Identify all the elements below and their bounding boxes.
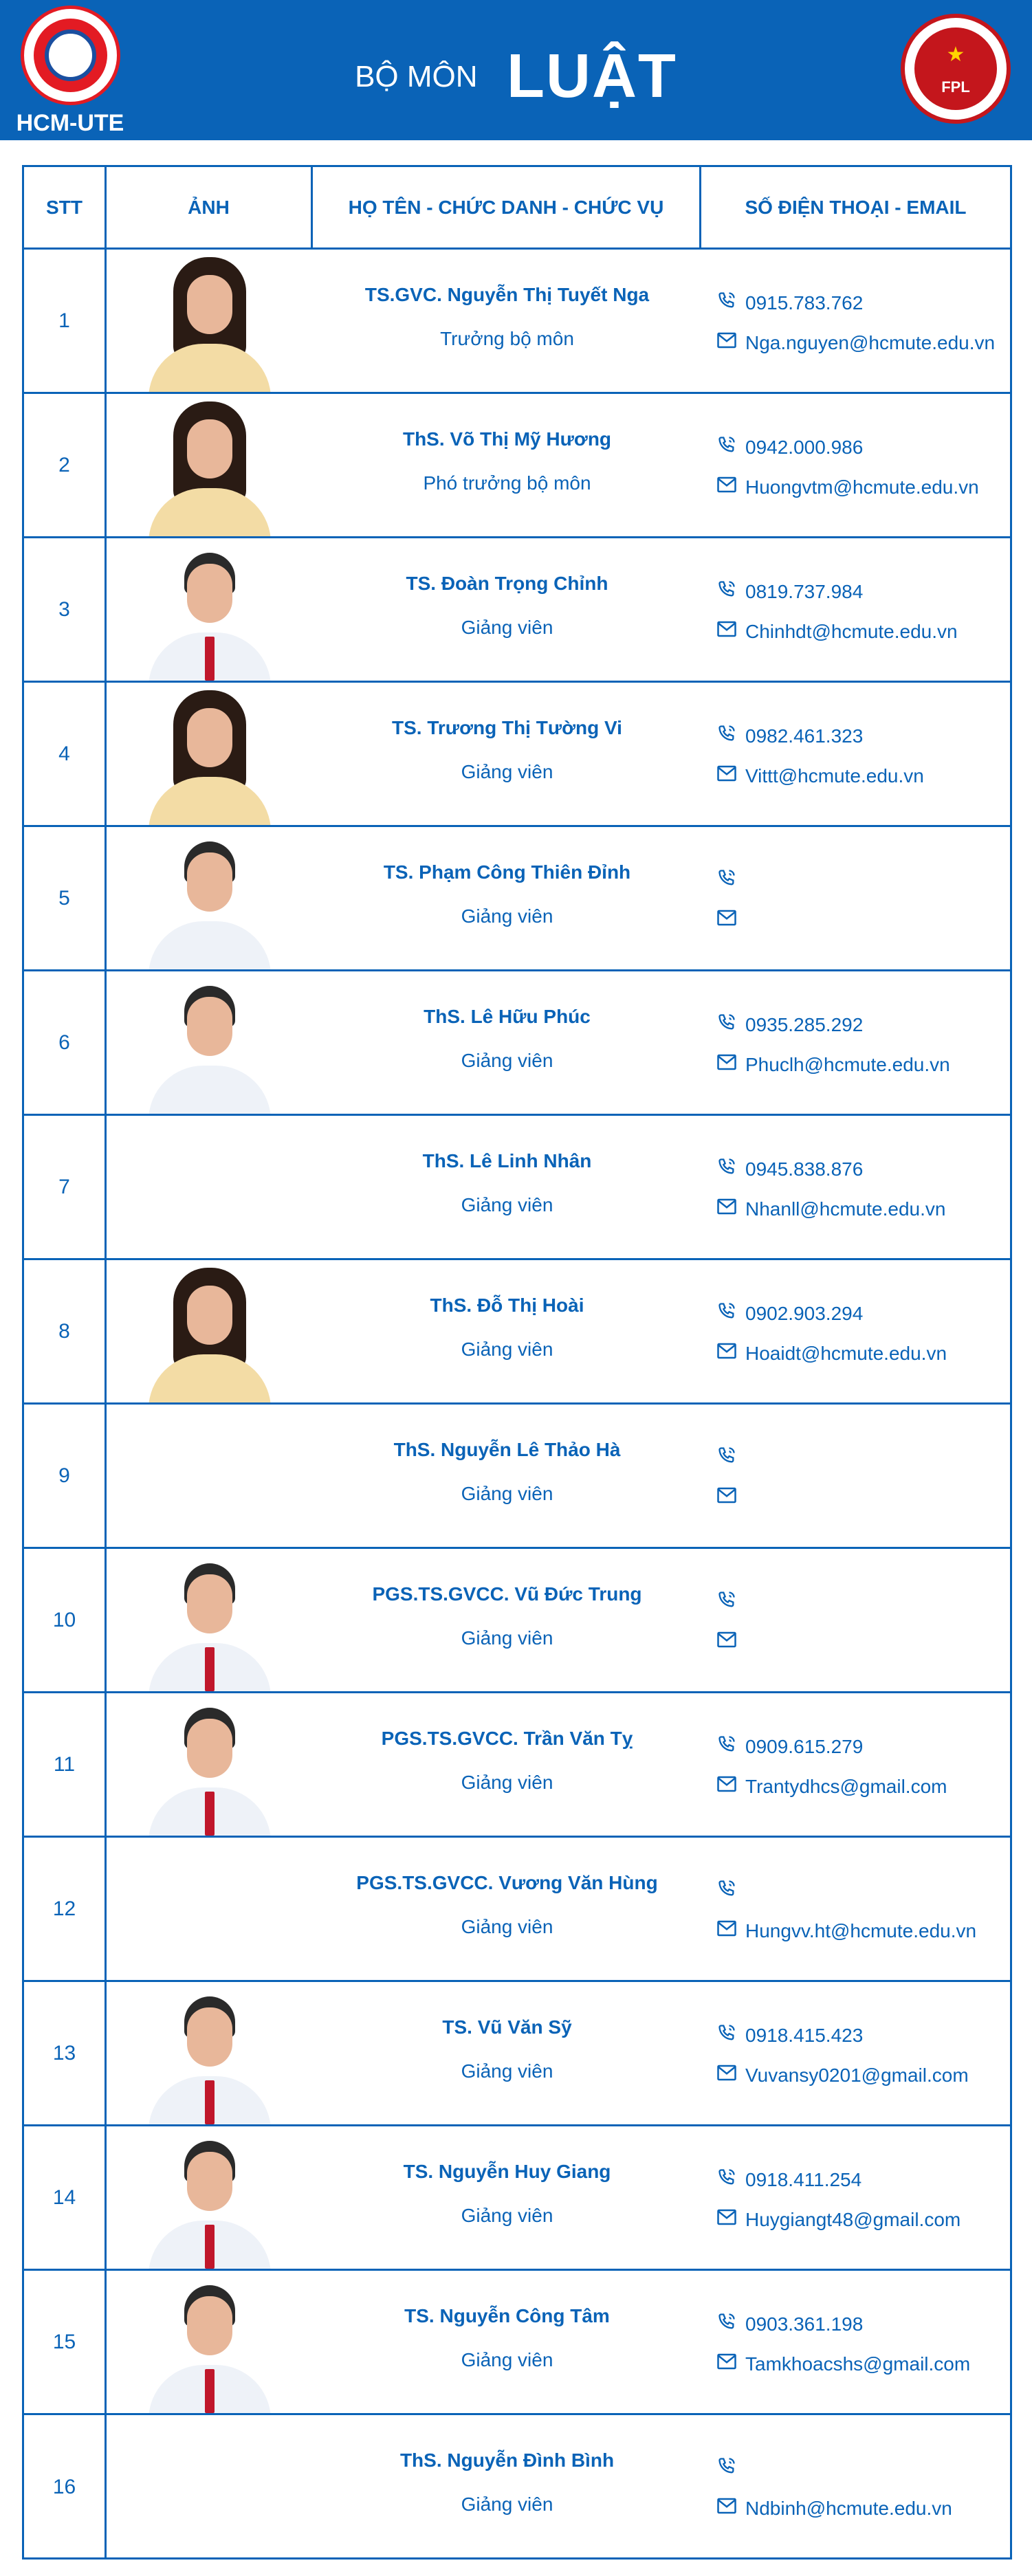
staff-photo	[144, 256, 275, 392]
staff-photo	[144, 2133, 275, 2269]
email-line	[716, 2352, 970, 2376]
photo-cell	[107, 1693, 313, 1836]
phone-line	[716, 2312, 863, 2336]
staff-role: Giảng viên	[461, 1772, 553, 1793]
contact-cell	[701, 2415, 1010, 2560]
phone-icon	[716, 2023, 745, 2047]
fpl-emblem	[914, 27, 997, 110]
phone-number[interactable]: 0819.737.984	[745, 580, 864, 602]
staff-photo	[144, 544, 275, 681]
phone-icon	[716, 1301, 745, 1325]
header-photo: ẢNH	[107, 167, 313, 247]
phone-icon	[716, 291, 745, 315]
table-row	[24, 1982, 1010, 2126]
table-row	[24, 827, 1010, 971]
staff-role: Giảng viên	[461, 1483, 553, 1504]
photo-cell	[107, 1838, 313, 1980]
title-main: LUẬT	[506, 42, 677, 111]
mail-icon	[716, 1919, 745, 1943]
table-row	[24, 1260, 1010, 1405]
staff-name: TS. Nguyễn Huy Giang	[403, 2161, 611, 2182]
table-row	[24, 2126, 1010, 2271]
name-cell	[313, 683, 701, 825]
staff-photo	[144, 1555, 275, 1691]
phone-number[interactable]: 0945.838.876	[745, 1158, 864, 1180]
staff-role: Giảng viên	[461, 1916, 553, 1937]
hcmute-wordmark: HCM-UTE	[16, 110, 124, 136]
staff-role: Trưởng bộ môn	[440, 328, 574, 349]
mail-icon	[716, 1197, 745, 1221]
phone-icon	[716, 868, 745, 892]
staff-photo	[144, 400, 275, 536]
contact-cell	[701, 2271, 1010, 2413]
photo-cell	[107, 1260, 313, 1402]
photo-cell	[107, 1549, 313, 1691]
phone-line	[716, 1301, 863, 1325]
stt-cell: 9	[24, 1405, 107, 1547]
table-row	[24, 1116, 1010, 1260]
mail-icon	[716, 1774, 745, 1798]
name-cell	[313, 827, 701, 969]
photo-cell	[107, 827, 313, 969]
email-address[interactable]: Vuvansy0201@gmail.com	[745, 2064, 969, 2086]
mail-icon	[716, 2352, 745, 2376]
email-line	[716, 1774, 947, 1798]
phone-number[interactable]: 0903.361.198	[745, 2313, 864, 2335]
page-header	[0, 0, 1032, 140]
phone-icon	[716, 2168, 745, 2192]
staff-name: TS. Vũ Văn Sỹ	[442, 2016, 572, 2038]
phone-number[interactable]: 0915.783.762	[745, 291, 864, 313]
phone-icon	[716, 435, 745, 459]
staff-photo	[144, 1699, 275, 1836]
photo-cell	[107, 1982, 313, 2124]
name-cell	[313, 2415, 701, 2560]
fpl-logo	[901, 14, 1011, 124]
mail-icon	[716, 1341, 745, 1365]
stt-cell: 16	[24, 2415, 107, 2560]
phone-icon	[716, 1879, 745, 1903]
stt-cell: 11	[24, 1693, 107, 1836]
mail-icon	[716, 1053, 745, 1077]
staff-name: ThS. Nguyễn Đình Bình	[399, 2450, 615, 2471]
staff-name: ThS. Nguyễn Lê Thảo Hà	[393, 1439, 621, 1460]
table-row	[24, 250, 1010, 394]
photo-cell	[107, 394, 313, 536]
phone-line	[716, 724, 863, 748]
staff-name: ThS. Võ Thị Mỹ Hương	[402, 428, 612, 450]
staff-role: Giảng viên	[461, 1050, 553, 1071]
email-address[interactable]: Hungvv.ht@hcmute.edu.vn	[745, 1919, 977, 1941]
phone-number[interactable]: 0935.285.292	[745, 1013, 864, 1035]
name-cell	[313, 1982, 701, 2124]
mail-icon	[716, 331, 745, 355]
email-line	[716, 331, 995, 355]
name-cell	[313, 1405, 701, 1547]
phone-number[interactable]: 0902.903.294	[745, 1302, 864, 1324]
email-line	[716, 1053, 950, 1077]
phone-line	[716, 2023, 863, 2047]
table-row	[24, 2415, 1010, 2560]
contact-cell	[701, 1693, 1010, 1836]
contact-cell	[701, 1405, 1010, 1547]
phone-line	[716, 2168, 861, 2192]
photo-cell	[107, 1405, 313, 1547]
stt-cell: 13	[24, 1982, 107, 2124]
mail-icon	[716, 619, 745, 643]
email-line	[716, 2208, 960, 2232]
mail-icon	[716, 2208, 745, 2232]
email-line	[716, 1197, 945, 1221]
staff-role: Giảng viên	[461, 1194, 553, 1215]
staff-role: Giảng viên	[461, 617, 553, 638]
staff-name: PGS.TS.GVCC. Vũ Đức Trung	[372, 1583, 642, 1605]
staff-role: Giảng viên	[461, 2494, 553, 2515]
name-cell	[313, 250, 701, 392]
email-address[interactable]: Trantydhcs@gmail.com	[745, 1775, 947, 1797]
email-line	[716, 619, 958, 643]
staff-role: Giảng viên	[461, 2205, 553, 2226]
contact-cell	[701, 394, 1010, 536]
staff-name: ThS. Đỗ Thị Hoài	[430, 1295, 584, 1316]
phone-line	[716, 1590, 745, 1614]
email-address[interactable]: Chinhdt@hcmute.edu.vn	[745, 620, 958, 642]
photo-cell	[107, 971, 313, 1114]
staff-role: Giảng viên	[461, 761, 553, 782]
header-stt: STT	[24, 167, 107, 247]
name-cell	[313, 1116, 701, 1258]
staff-name: TS. Đoàn Trọng Chỉnh	[406, 573, 608, 594]
mail-icon	[716, 2063, 745, 2087]
contact-cell	[701, 1549, 1010, 1691]
phone-line	[716, 868, 745, 892]
mail-icon	[716, 1486, 745, 1510]
email-address[interactable]: Nga.nguyen@hcmute.edu.vn	[745, 331, 996, 353]
email-address[interactable]: Hoaidt@hcmute.edu.vn	[745, 1342, 947, 1364]
phone-line	[716, 1157, 863, 1181]
name-cell	[313, 538, 701, 681]
table-row	[24, 683, 1010, 827]
photo-cell	[107, 2126, 313, 2269]
email-address[interactable]: Tamkhoacshs@gmail.com	[745, 2353, 971, 2375]
stt-cell: 8	[24, 1260, 107, 1402]
email-line	[716, 1341, 947, 1365]
table-row	[24, 538, 1010, 683]
phone-line	[716, 291, 863, 315]
staff-photo	[144, 1988, 275, 2124]
table-row	[24, 1549, 1010, 1693]
staff-photo	[144, 833, 275, 969]
staff-photo	[144, 689, 275, 825]
staff-role: Giảng viên	[461, 1339, 553, 1360]
stt-cell: 14	[24, 2126, 107, 2269]
phone-number[interactable]: 0918.411.254	[745, 2168, 862, 2190]
staff-role: Giảng viên	[461, 1627, 553, 1649]
email-line	[716, 908, 745, 932]
mail-icon	[716, 475, 745, 499]
table-row	[24, 2271, 1010, 2415]
email-address[interactable]: Huongvtm@hcmute.edu.vn	[745, 476, 979, 498]
title-prefix: BỘ MÔN	[355, 59, 478, 93]
staff-role: Giảng viên	[461, 2060, 553, 2082]
email-line	[716, 2496, 952, 2520]
stt-cell: 15	[24, 2271, 107, 2413]
phone-number[interactable]: 0909.615.279	[745, 1735, 864, 1757]
name-cell	[313, 394, 701, 536]
phone-line	[716, 1735, 863, 1759]
staff-role: Giảng viên	[461, 2349, 553, 2370]
table-row	[24, 394, 1010, 538]
stt-cell: 4	[24, 683, 107, 825]
photo-cell	[107, 1116, 313, 1258]
stt-cell: 6	[24, 971, 107, 1114]
stt-cell: 1	[24, 250, 107, 392]
fpl-wordmark: FPL	[941, 78, 970, 96]
table-row	[24, 1838, 1010, 1982]
photo-cell	[107, 2271, 313, 2413]
phone-line	[716, 2456, 745, 2480]
staff-photo	[144, 978, 275, 1114]
contact-cell	[701, 827, 1010, 969]
phone-icon	[716, 580, 745, 604]
table-body	[24, 250, 1010, 2560]
phone-icon	[716, 2312, 745, 2336]
mail-icon	[716, 2496, 745, 2520]
name-cell	[313, 1260, 701, 1402]
mail-icon	[716, 1630, 745, 1654]
contact-cell	[701, 1838, 1010, 1980]
phone-line	[716, 435, 863, 459]
email-line	[716, 2063, 969, 2087]
contact-cell	[701, 538, 1010, 681]
stt-cell: 7	[24, 1116, 107, 1258]
email-line	[716, 1919, 976, 1943]
header-phone-email: SỐ ĐIỆN THOẠI - EMAIL	[745, 196, 967, 218]
phone-icon	[716, 1446, 745, 1470]
staff-name: TS. Trương Thị Tường Vi	[392, 717, 622, 738]
phone-number[interactable]: 0982.461.323	[745, 725, 864, 747]
stt-cell: 3	[24, 538, 107, 681]
photo-cell	[107, 683, 313, 825]
email-line	[716, 1486, 745, 1510]
name-cell	[313, 1549, 701, 1691]
phone-number[interactable]: 0918.415.423	[745, 2024, 864, 2046]
table-row	[24, 1405, 1010, 1549]
email-line	[716, 475, 979, 499]
name-cell	[313, 2271, 701, 2413]
table-row	[24, 971, 1010, 1116]
staff-name: PGS.TS.GVCC. Vương Văn Hùng	[356, 1872, 658, 1893]
staff-photo	[144, 1266, 275, 1402]
photo-cell	[107, 2415, 313, 2560]
stt-cell: 10	[24, 1549, 107, 1691]
contact-cell	[701, 971, 1010, 1114]
email-line	[716, 764, 924, 788]
staff-name: TS. Nguyễn Công Tâm	[404, 2305, 610, 2326]
name-cell	[313, 1693, 701, 1836]
mail-icon	[716, 908, 745, 932]
phone-icon	[716, 1590, 745, 1614]
staff-name: TS.GVC. Nguyễn Thị Tuyết Nga	[364, 284, 650, 305]
phone-icon	[716, 1157, 745, 1181]
staff-role: Phó trưởng bộ môn	[423, 472, 591, 494]
email-address[interactable]: Ndbinh@hcmute.edu.vn	[745, 2497, 952, 2519]
contact-cell	[701, 1116, 1010, 1258]
contact-cell	[701, 1260, 1010, 1402]
stt-cell: 2	[24, 394, 107, 536]
header-name-title: HỌ TÊN - CHỨC DANH - CHỨC VỤ	[313, 167, 701, 247]
contact-cell	[701, 1982, 1010, 2124]
contact-cell	[701, 2126, 1010, 2269]
staff-name: ThS. Lê Linh Nhân	[422, 1150, 592, 1171]
staff-photo	[144, 2277, 275, 2413]
staff-role: Giảng viên	[461, 905, 553, 927]
table-row	[24, 1693, 1010, 1838]
phone-line	[716, 1013, 863, 1037]
page-title	[0, 41, 1032, 112]
email-line	[716, 1630, 745, 1654]
email-address[interactable]: Vittt@hcmute.edu.vn	[745, 764, 924, 786]
email-address[interactable]: Huygiangt48@gmail.com	[745, 2208, 961, 2230]
phone-icon	[716, 1735, 745, 1759]
staff-name: ThS. Lê Hữu Phúc	[424, 1006, 591, 1027]
contact-cell	[701, 250, 1010, 392]
stt-cell: 12	[24, 1838, 107, 1980]
table-header	[24, 167, 1010, 250]
email-address[interactable]: Phuclh@hcmute.edu.vn	[745, 1053, 950, 1075]
stt-cell: 5	[24, 827, 107, 969]
staff-name: TS. Phạm Công Thiên Đỉnh	[383, 861, 631, 883]
phone-line	[716, 1879, 745, 1903]
name-cell	[313, 971, 701, 1114]
mail-icon	[716, 764, 745, 788]
contact-cell	[701, 683, 1010, 825]
phone-icon	[716, 1013, 745, 1037]
email-address[interactable]: Nhanll@hcmute.edu.vn	[745, 1198, 946, 1220]
star-icon: ★	[946, 43, 965, 66]
photo-cell	[107, 250, 313, 392]
phone-line	[716, 580, 863, 604]
phone-icon	[716, 2456, 745, 2480]
staff-table	[22, 165, 1012, 2560]
photo-cell	[107, 538, 313, 681]
name-cell	[313, 1838, 701, 1980]
phone-icon	[716, 724, 745, 748]
phone-number[interactable]: 0942.000.986	[745, 436, 864, 458]
staff-name: PGS.TS.GVCC. Trần Văn Tỵ	[381, 1728, 633, 1749]
name-cell	[313, 2126, 701, 2269]
phone-line	[716, 1446, 745, 1470]
